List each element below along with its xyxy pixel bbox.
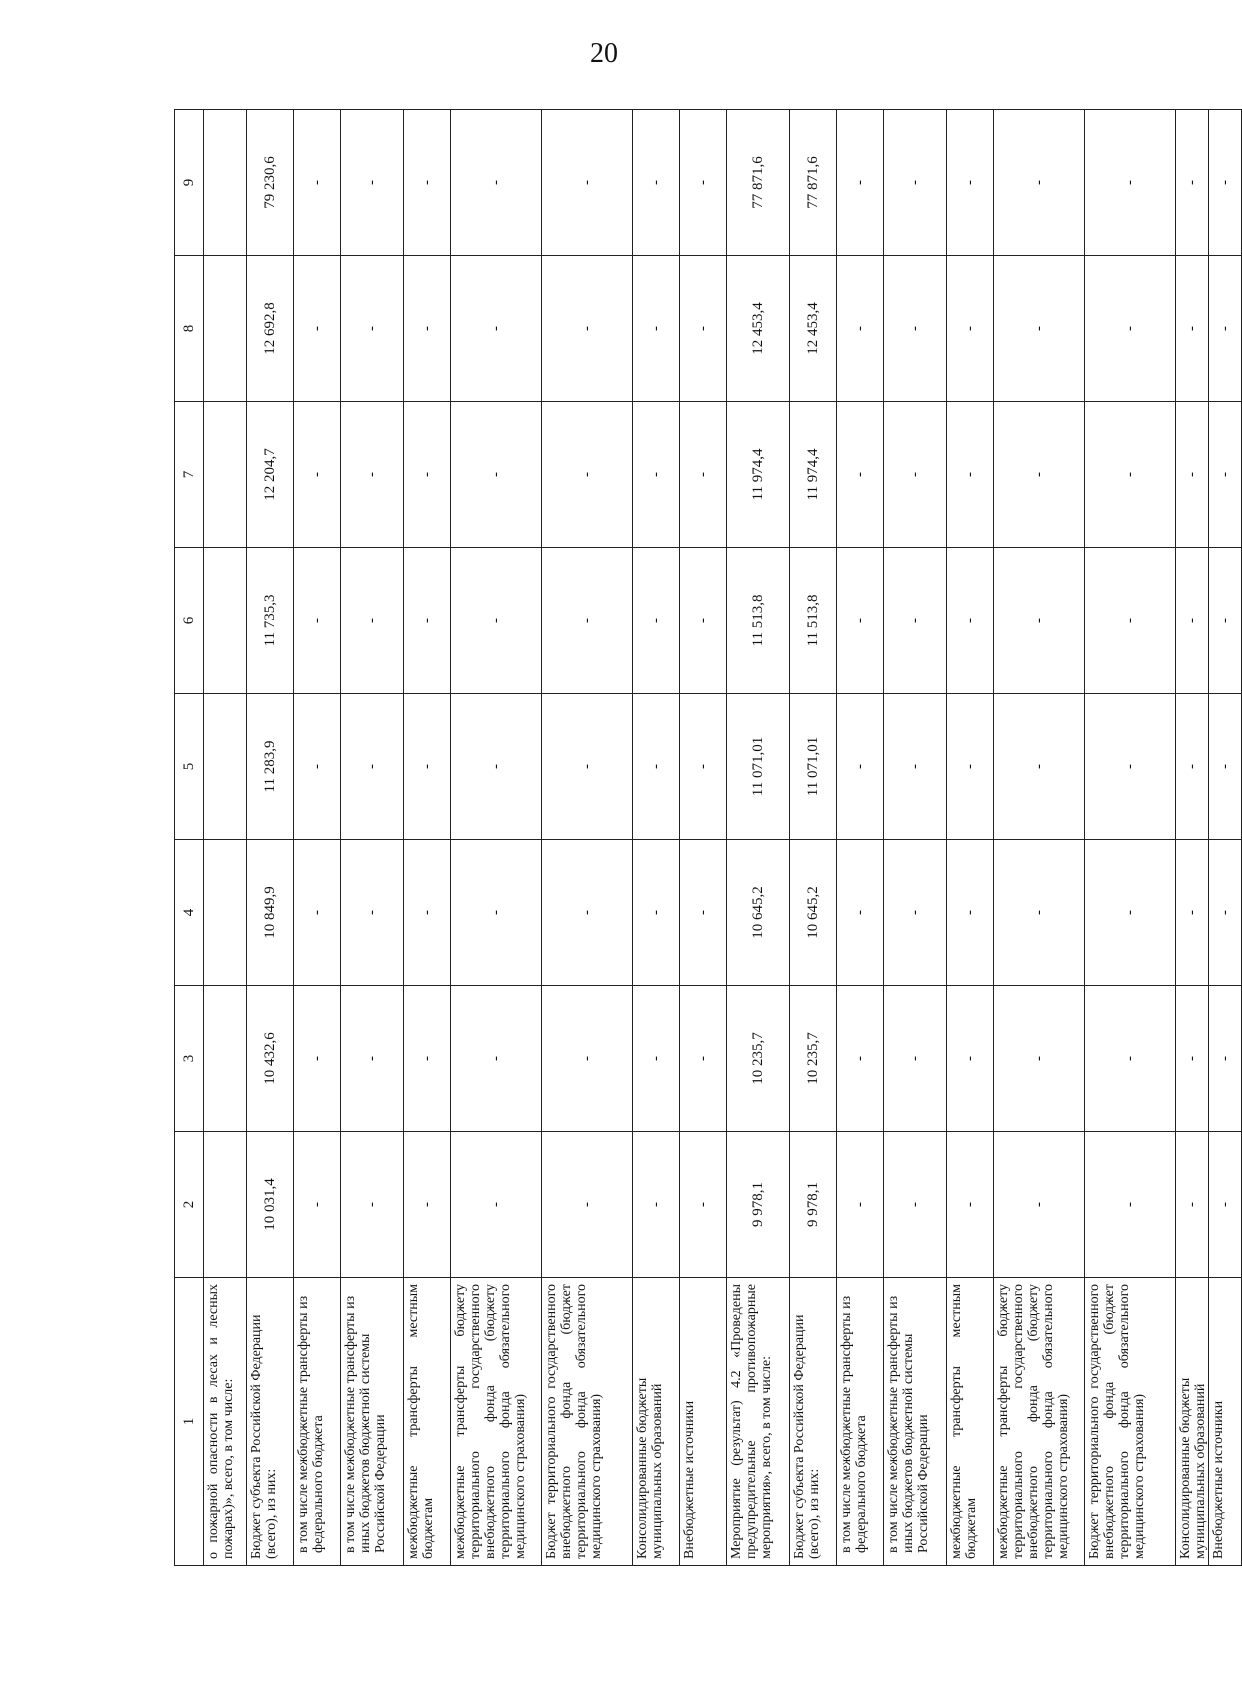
value-cell: - [884,694,947,840]
value-cell [204,110,247,256]
row-label: Внебюджетные источники [680,1278,727,1566]
value-cell: - [947,986,994,1132]
value-cell: 77 871,6 [727,110,790,256]
value-cell: - [294,1132,341,1278]
value-cell: - [947,110,994,256]
value-cell: - [341,548,404,694]
table-row [294,110,341,1566]
value-cell: - [837,110,884,256]
value-cell: - [1209,694,1242,840]
value-cell: - [680,548,727,694]
value-cell: - [994,1132,1085,1278]
value-cell: - [1176,986,1209,1132]
value-cell: - [294,256,341,402]
value-cell: 10 031,4 [247,1132,294,1278]
value-cell: - [1176,110,1209,256]
value-cell: - [1085,1132,1176,1278]
value-cell: - [451,548,542,694]
value-cell: - [1209,110,1242,256]
header-cell: 2 [175,1132,204,1278]
table-row [341,110,404,1566]
value-cell: - [451,840,542,986]
header-cell: 7 [175,402,204,548]
value-cell: - [341,402,404,548]
value-cell: - [542,986,633,1132]
value-cell: - [404,986,451,1132]
value-cell: 10 645,2 [727,840,790,986]
value-cell: 10 235,7 [790,986,837,1132]
value-cell: - [294,110,341,256]
value-cell: - [884,548,947,694]
header-cell: 4 [175,840,204,986]
row-label: Бюджет территориального государственного внебюджетного фонда (бюджет территориального фонда обязательного медицинского страхования) [1085,1278,1176,1566]
value-cell: 10 235,7 [727,986,790,1132]
value-cell [204,840,247,986]
table-row [451,110,542,1566]
table-row [680,110,727,1566]
value-cell: - [884,986,947,1132]
value-cell: 11 513,8 [790,548,837,694]
value-cell: - [542,110,633,256]
value-cell: - [680,256,727,402]
table-row [204,110,247,1566]
value-cell: - [451,694,542,840]
value-cell: 9 978,1 [790,1132,837,1278]
table-row [837,110,884,1566]
value-cell: - [404,110,451,256]
value-cell: - [994,986,1085,1132]
value-cell: - [294,840,341,986]
row-label: межбюджетные трансферты бюджету территориального государственного внебюджетного фонда (бюджету территориального фонда обязательного медицинского страхования) [451,1278,542,1566]
value-cell: - [404,256,451,402]
value-cell: - [994,402,1085,548]
rotated-table-wrapper [174,110,1233,1566]
row-label: Бюджет территориального государственного внебюджетного фонда (бюджет территориального фонда обязательного медицинского страхования) [542,1278,633,1566]
value-cell: - [404,402,451,548]
value-cell [204,986,247,1132]
value-cell: - [1209,986,1242,1132]
value-cell: 11 735,3 [247,548,294,694]
value-cell: - [1176,1132,1209,1278]
value-cell: - [680,1132,727,1278]
row-label: в том числе межбюджетные трансферты из иных бюджетов бюджетной системы Российской Федерации [884,1278,947,1566]
value-cell: - [633,110,680,256]
value-cell: - [947,548,994,694]
row-label: Консолидированные бюджеты муниципальных образований [633,1278,680,1566]
value-cell: - [1085,402,1176,548]
value-cell: - [404,1132,451,1278]
value-cell: - [341,1132,404,1278]
value-cell [204,1132,247,1278]
header-cell: 5 [175,694,204,840]
value-cell: 10 432,6 [247,986,294,1132]
row-label: Мероприятие (результат) 4.2 «Проведены предупредительные противопожарные мероприятия», всего, в том числе: [727,1278,790,1566]
row-label: в том числе межбюджетные трансферты из федерального бюджета [837,1278,884,1566]
value-cell: - [884,110,947,256]
value-cell [204,402,247,548]
value-cell: - [837,402,884,548]
header-cell: 8 [175,256,204,402]
value-cell: - [947,694,994,840]
row-label: межбюджетные трансферты местным бюджетам [947,1278,994,1566]
value-cell: - [884,256,947,402]
value-cell: - [947,840,994,986]
value-cell: - [1085,694,1176,840]
value-cell: - [1176,694,1209,840]
value-cell: - [294,694,341,840]
value-cell: - [837,986,884,1132]
value-cell: - [994,694,1085,840]
value-cell: 12 692,8 [247,256,294,402]
value-cell: - [404,548,451,694]
table-row [884,110,947,1566]
value-cell: - [341,986,404,1132]
value-cell: - [404,694,451,840]
header-cell: 1 [175,1278,204,1566]
value-cell: - [837,1132,884,1278]
value-cell: - [680,840,727,986]
header-cell: 6 [175,548,204,694]
value-cell: 11 513,8 [727,548,790,694]
value-cell: - [633,986,680,1132]
row-label: Бюджет субъекта Российской Федерации (всего), из них: [790,1278,837,1566]
page-number: 20 [590,38,618,69]
value-cell: 11 071,01 [790,694,837,840]
value-cell: 11 974,4 [790,402,837,548]
value-cell: 10 849,9 [247,840,294,986]
value-cell: - [680,986,727,1132]
value-cell: - [994,840,1085,986]
value-cell: 79 230,6 [247,110,294,256]
value-cell: - [994,548,1085,694]
value-cell: 9 978,1 [727,1132,790,1278]
value-cell: - [1176,402,1209,548]
table-row [1209,110,1242,1566]
value-cell: - [680,110,727,256]
value-cell: - [1176,548,1209,694]
value-cell: - [633,548,680,694]
value-cell: - [1209,1132,1242,1278]
value-cell: - [680,694,727,840]
value-cell: - [1085,256,1176,402]
value-cell: - [542,402,633,548]
value-cell: - [1209,840,1242,986]
value-cell: - [451,986,542,1132]
value-cell: - [680,402,727,548]
table-row [727,110,790,1566]
table-row [633,110,680,1566]
budget-table [174,109,1242,1566]
value-cell: - [884,1132,947,1278]
value-cell: - [633,694,680,840]
value-cell: - [451,402,542,548]
table-body [204,110,1242,1566]
value-cell: - [1176,256,1209,402]
value-cell: - [1085,986,1176,1132]
value-cell: - [294,986,341,1132]
value-cell: - [1085,548,1176,694]
row-label: о пожарной опасности в лесах и лесных пожарах)», всего, в том числе: [204,1278,247,1566]
header-cell: 9 [175,110,204,256]
value-cell: - [1209,402,1242,548]
value-cell: - [633,1132,680,1278]
value-cell: - [994,256,1085,402]
value-cell: - [451,110,542,256]
header-row [175,110,204,1566]
value-cell: - [837,694,884,840]
value-cell: 12 453,4 [727,256,790,402]
value-cell: - [837,840,884,986]
row-label: Бюджет субъекта Российской Федерации (всего), из них: [247,1278,294,1566]
table-row [947,110,994,1566]
header-cell: 3 [175,986,204,1132]
value-cell: - [341,256,404,402]
value-cell [204,548,247,694]
value-cell: - [884,840,947,986]
value-cell: 77 871,6 [790,110,837,256]
row-label: межбюджетные трансферты местным бюджетам [404,1278,451,1566]
value-cell: - [404,840,451,986]
value-cell: 11 974,4 [727,402,790,548]
value-cell: - [542,1132,633,1278]
table-row [542,110,633,1566]
value-cell: - [542,694,633,840]
value-cell [204,256,247,402]
value-cell: - [341,840,404,986]
row-label: межбюджетные трансферты бюджету территориального государственного внебюджетного фонда (бюджету территориального фонда обязательного медицинского страхования) [994,1278,1085,1566]
value-cell: - [542,548,633,694]
value-cell: - [451,1132,542,1278]
table-row [790,110,837,1566]
value-cell: - [341,110,404,256]
value-cell: 12 204,7 [247,402,294,548]
value-cell: 10 645,2 [790,840,837,986]
value-cell: - [1176,840,1209,986]
value-cell: - [994,110,1085,256]
value-cell: - [947,256,994,402]
value-cell: - [451,256,542,402]
value-cell: - [633,402,680,548]
value-cell: - [542,840,633,986]
value-cell: - [947,402,994,548]
value-cell: - [1085,840,1176,986]
value-cell: - [947,1132,994,1278]
value-cell: 11 071,01 [727,694,790,840]
table-row [247,110,294,1566]
value-cell: - [837,256,884,402]
value-cell: - [1085,110,1176,256]
row-label: в том числе межбюджетные трансферты из федерального бюджета [294,1278,341,1566]
value-cell: - [837,548,884,694]
value-cell: - [633,840,680,986]
value-cell: - [1209,256,1242,402]
value-cell: - [884,402,947,548]
table-row [404,110,451,1566]
value-cell: - [1209,548,1242,694]
value-cell: - [542,256,633,402]
table-row [994,110,1085,1566]
table-row [1085,110,1176,1566]
value-cell: 12 453,4 [790,256,837,402]
row-label: в том числе межбюджетные трансферты из иных бюджетов бюджетной системы Российской Федерации [341,1278,404,1566]
value-cell: - [633,256,680,402]
value-cell [204,694,247,840]
value-cell: - [294,548,341,694]
value-cell: 11 283,9 [247,694,294,840]
row-label: Консолидированные бюджеты муниципальных образований [1176,1278,1209,1566]
row-label: Внебюджетные источники [1209,1278,1242,1566]
value-cell: - [341,694,404,840]
value-cell: - [294,402,341,548]
table-row [1176,110,1209,1566]
